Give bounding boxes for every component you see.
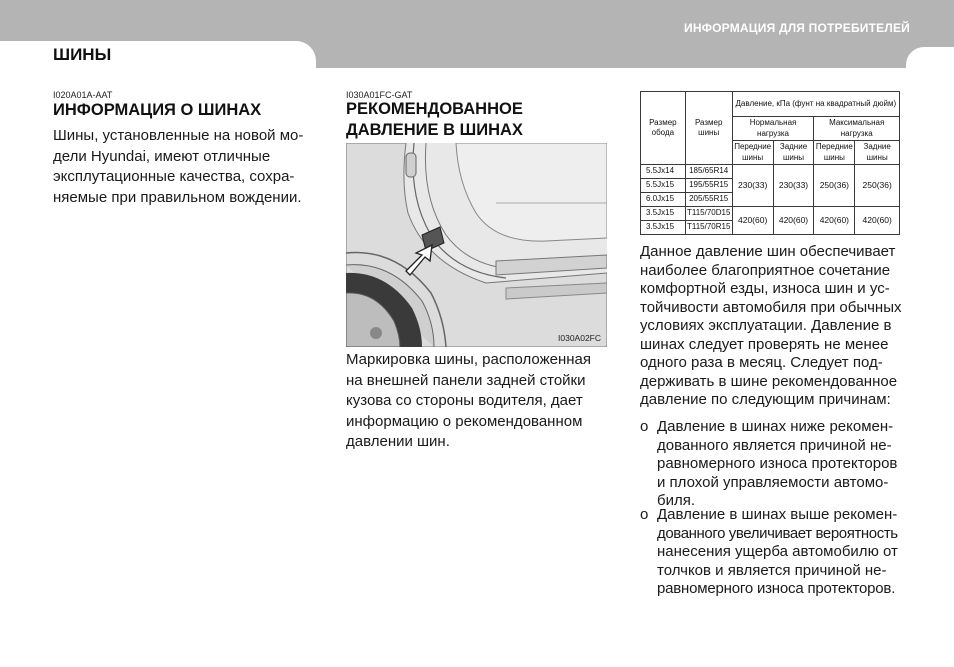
- section-code: I030A01FC-GAT: [346, 90, 413, 100]
- page-tab-corner: [906, 47, 954, 87]
- header-rim-size: Размер обода: [641, 92, 686, 165]
- text-line: условиях эксплуатации. Давление в: [640, 317, 892, 334]
- car-body-drawing: [346, 143, 607, 347]
- pressure-cell: 420(60): [855, 207, 900, 235]
- text-line: нанесения ущерба автомобилю от: [657, 543, 898, 560]
- pressure-cell: 420(60): [773, 207, 814, 235]
- section-label: ИНФОРМАЦИЯ ДЛЯ ПОТРЕБИТЕЛЕЙ: [684, 21, 910, 35]
- text-line: дели Hyundai, имеют отличные: [53, 147, 271, 165]
- tire-cell: 185/65R14: [685, 165, 732, 179]
- label-paragraph: [346, 350, 607, 453]
- header-front: Передние шины: [732, 141, 773, 165]
- text-line: дованного увеличивает вероятность: [657, 524, 898, 542]
- text-line: и плохой управляемости автомо-: [657, 473, 889, 491]
- figure-code: I030A02FC: [558, 333, 601, 343]
- rim-cell: 3.5Jx15: [641, 221, 686, 235]
- pressure-cell: 250(36): [814, 165, 855, 207]
- text-line: кузова со стороны водителя, дает: [346, 392, 583, 409]
- tire-cell: 195/55R15: [685, 179, 732, 193]
- text-line: эксплутационные качества, сохра-: [53, 168, 295, 185]
- rim-cell: 5.5Jx15: [641, 179, 686, 193]
- tire-label-illustration: [346, 143, 607, 347]
- tire-pressure-table: [640, 91, 900, 235]
- bullet-mark: o: [640, 506, 649, 523]
- text-line: тойчивости автомобиля при обычных: [640, 298, 902, 316]
- rim-cell: 6.0Jx15: [641, 193, 686, 207]
- section-heading: [346, 99, 523, 141]
- pressure-cell: 420(60): [814, 207, 855, 235]
- text-line: равномерного износа протекторов: [657, 455, 898, 472]
- pressure-cell: 230(33): [773, 165, 814, 207]
- pressure-cell: 250(36): [855, 165, 900, 207]
- text-line: Шины, установленные на новой мо-: [53, 127, 304, 144]
- header-max-load: Максимальная нагрузка: [814, 117, 900, 141]
- header-pressure: Давление, кПа (фунт на квадратный дюйм): [732, 92, 899, 117]
- header-normal-load: Нормальная нагрузка: [732, 117, 814, 141]
- heading-line: РЕКОМЕНДОВАННОЕ: [346, 100, 523, 118]
- pressure-cell: 230(33): [732, 165, 773, 207]
- rim-cell: 5.5Jx14: [641, 165, 686, 179]
- text-line: давление по следующим причинам:: [640, 391, 891, 408]
- heading-line: ДАВЛЕНИЕ В ШИНАХ: [346, 121, 523, 139]
- text-line: одного раза в месяц. Следует под-: [640, 354, 883, 371]
- text-line: равномерного износа протекторов.: [657, 580, 896, 597]
- tire-cell: T115/70D15: [685, 207, 732, 221]
- text-line: Маркировка шины, расположенная: [346, 351, 591, 368]
- tire-cell: 205/55R15: [685, 193, 732, 207]
- text-line: наиболее благоприятное сочетание: [640, 261, 891, 279]
- text-line: давлении шин.: [346, 433, 450, 450]
- bullet-mark: o: [640, 418, 649, 435]
- text-line: держивать в шине рекомендованное: [640, 372, 898, 390]
- section-heading: ИНФОРМАЦИЯ О ШИНАХ: [53, 101, 262, 119]
- header-rear: Задние шины: [855, 141, 900, 165]
- header-tire-size: Размер шины: [685, 92, 732, 165]
- text-line: биля.: [657, 492, 696, 509]
- section-tab: [0, 41, 316, 81]
- table-row: [641, 207, 900, 221]
- intro-paragraph: [53, 126, 314, 208]
- pressure-paragraph: [640, 243, 902, 410]
- text-line: шинах следует проверять не менее: [640, 335, 889, 353]
- text-line: толчков и является причиной не-: [657, 561, 887, 579]
- text-line: Данное давление шин обеспечивает: [640, 243, 896, 260]
- text-line: дованного является причиной не-: [657, 436, 892, 454]
- section-code: I020A01A-AAT: [53, 90, 113, 100]
- text-line: Давление в шинах выше рекомен-: [657, 506, 898, 523]
- text-line: информацию о рекомендованном: [346, 412, 583, 430]
- text-line: на внешней панели задней стойки: [346, 371, 586, 389]
- pressure-cell: 420(60): [732, 207, 773, 235]
- page-title: ШИНЫ: [53, 45, 112, 64]
- header-rear: Задние шины: [773, 141, 814, 165]
- text-line: комфортной езды, износа шин и ус-: [640, 280, 890, 297]
- header-front: Передние шины: [814, 141, 855, 165]
- text-line: Давление в шинах ниже рекомен-: [657, 418, 894, 435]
- rim-cell: 3.5Jx15: [641, 207, 686, 221]
- tire-cell: T115/70R15: [685, 221, 732, 235]
- table-row: [641, 165, 900, 179]
- text-line: няемые при правильном вождении.: [53, 188, 302, 206]
